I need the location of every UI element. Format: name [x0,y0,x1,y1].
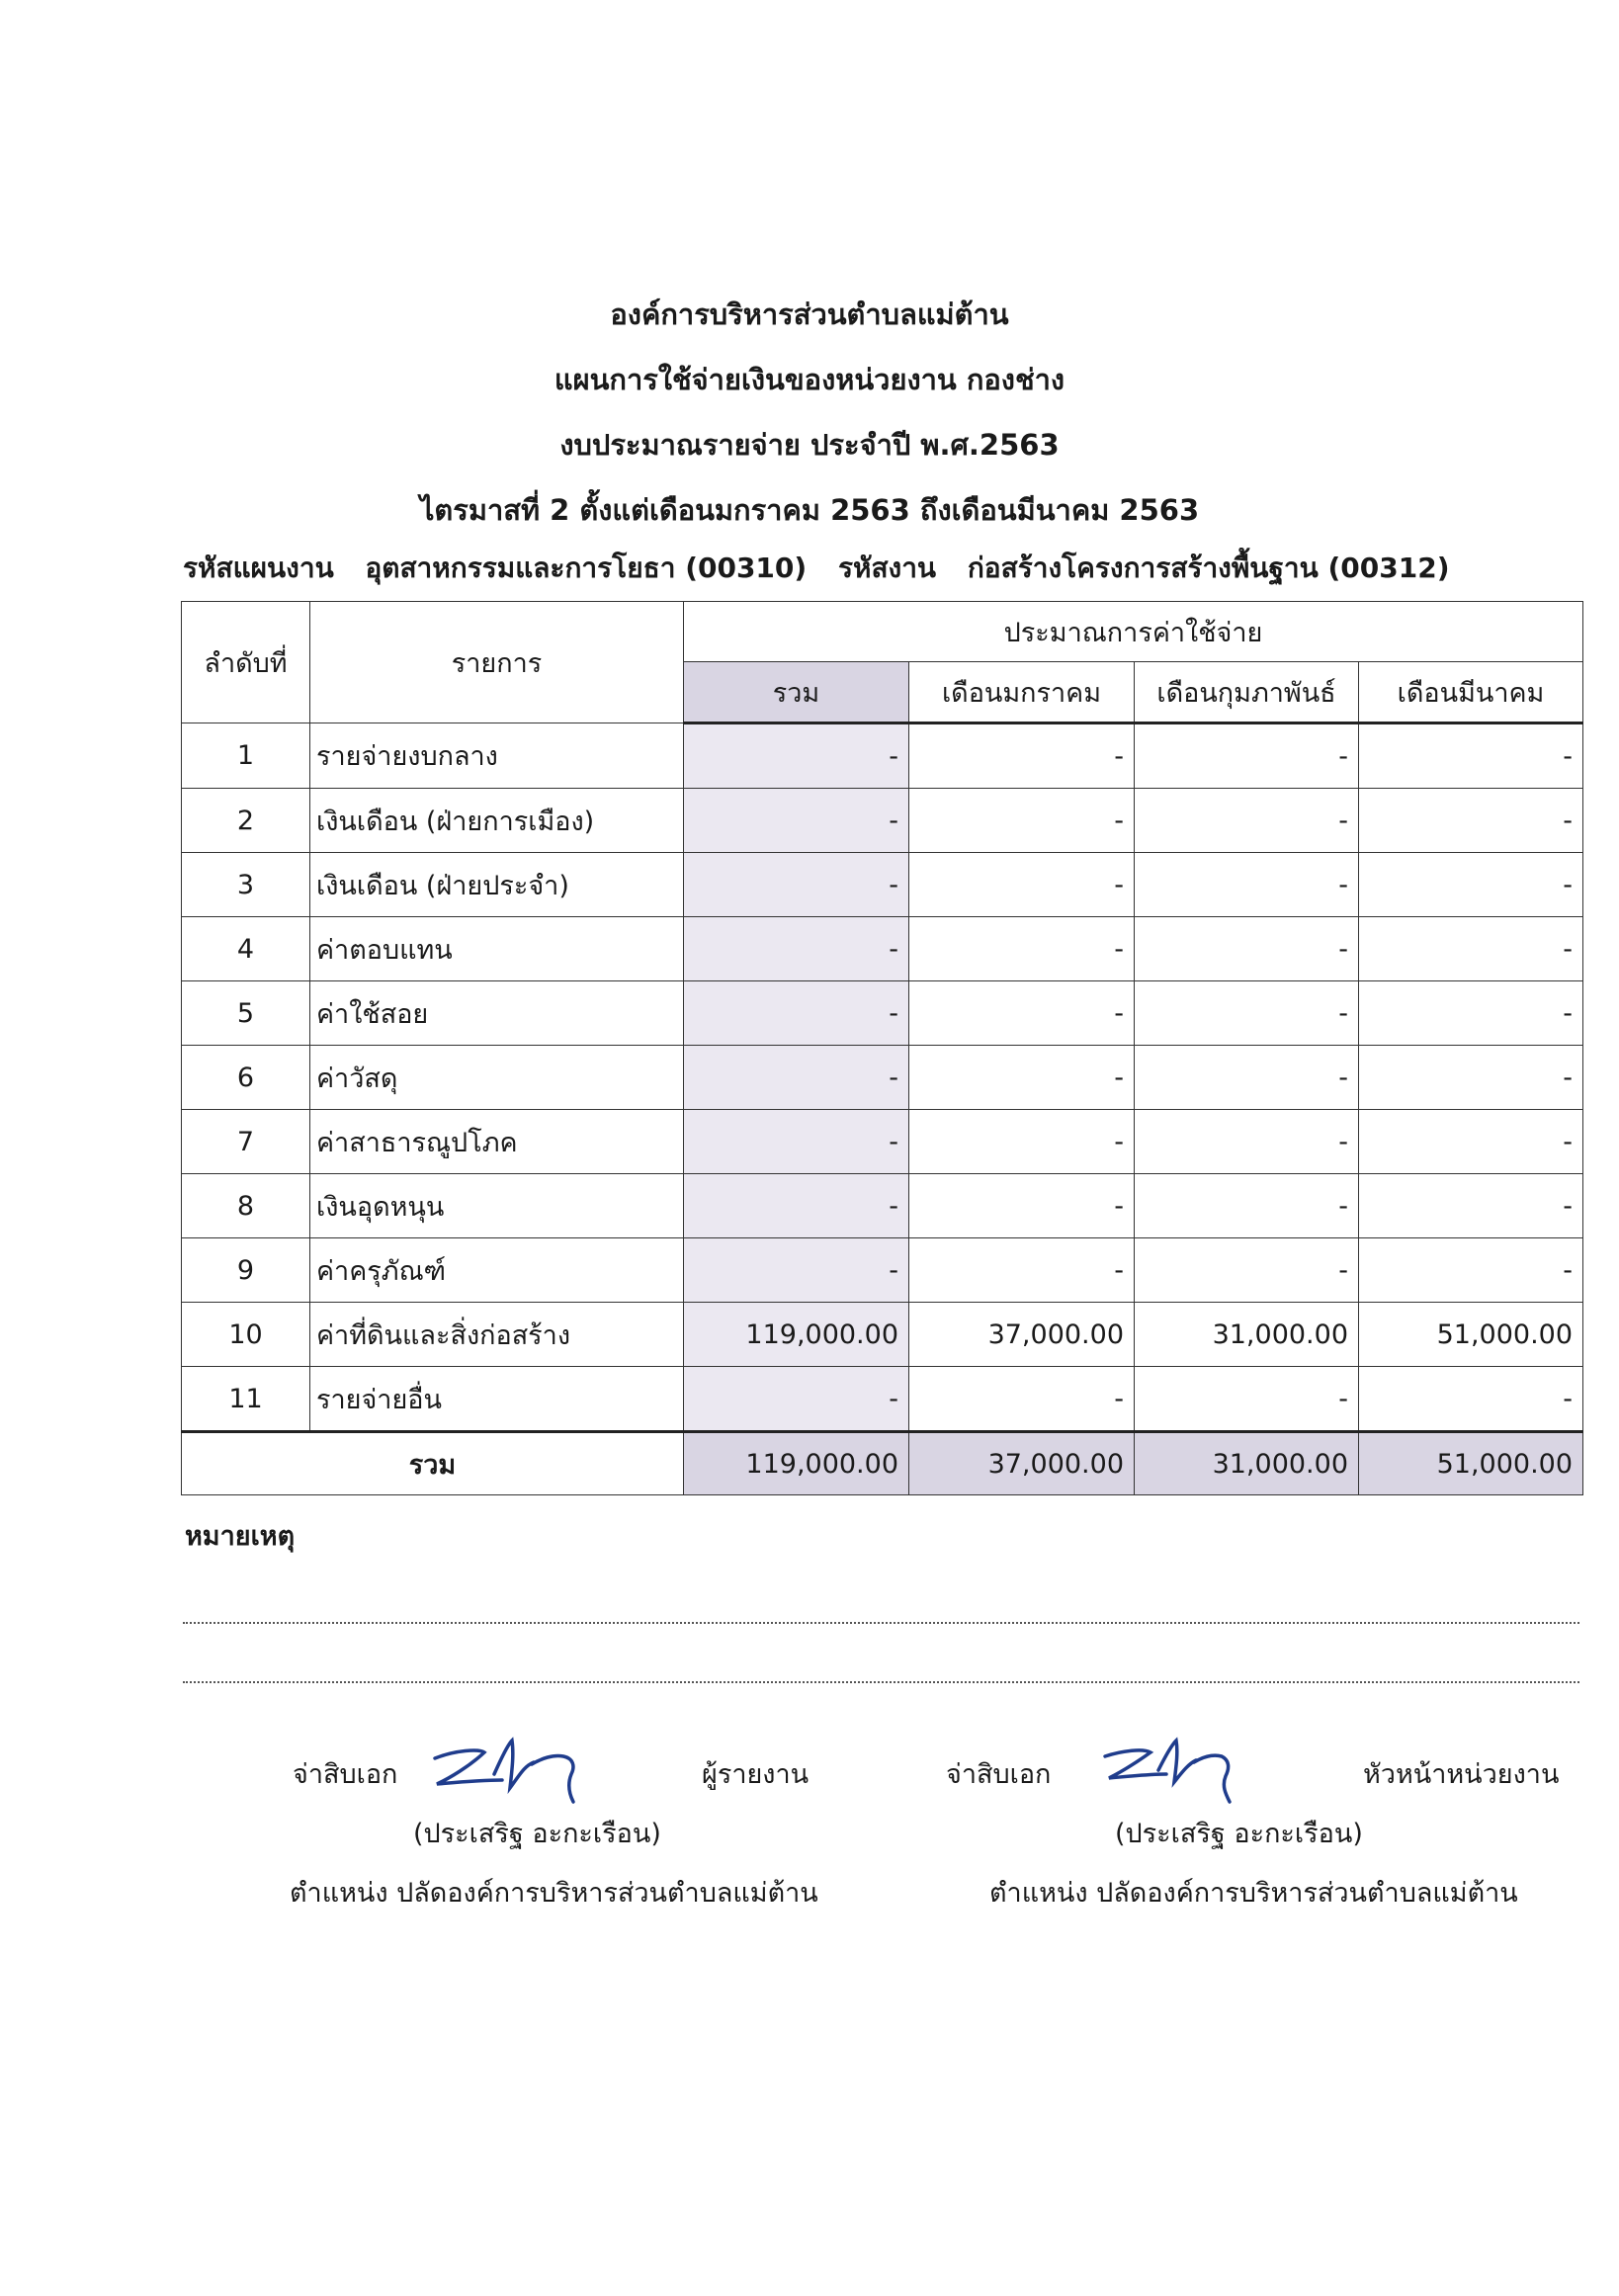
row-february: - [1135,853,1359,917]
row-february: - [1135,1046,1359,1110]
row-march: - [1359,1238,1583,1303]
row-item: รายจ่ายอื่น [310,1367,684,1432]
row-february: - [1135,1238,1359,1303]
row-march: - [1359,1174,1583,1238]
row-item: ค่าวัสดุ [310,1046,684,1110]
table-row [182,1174,1583,1238]
header-march: เดือนมีนาคม [1359,662,1583,723]
left-role: ผู้รายงาน [702,1759,810,1790]
left-name: (ประเสริฐ อะกะเรือน) [413,1819,661,1849]
left-rank: จ่าสิบเอก [293,1759,398,1790]
row-total: - [684,1238,909,1303]
row-no: 2 [182,789,310,853]
row-no: 9 [182,1238,310,1303]
table-row [182,1238,1583,1303]
row-february: - [1135,1367,1359,1432]
row-february: - [1135,1174,1359,1238]
right-signature-icon [1099,1737,1247,1806]
total-march: 51,000.00 [1359,1432,1583,1495]
row-january: - [909,853,1135,917]
total-label: รวม [182,1432,684,1495]
row-january: - [909,1367,1135,1432]
plan-code-label: รหัสแผนงาน [183,552,334,584]
table-row [182,853,1583,917]
right-rank: จ่าสิบเอก [946,1759,1052,1790]
row-no: 3 [182,853,310,917]
row-january: - [909,1238,1135,1303]
row-january: - [909,917,1135,981]
row-february: 31,000.00 [1135,1303,1359,1367]
header-no: ลำดับที่ [182,602,310,723]
plan-code-line [183,539,1586,598]
row-total: - [684,789,909,853]
remark-label: หมายเหตุ [185,1521,296,1552]
row-item: ค่าที่ดินและสิ่งก่อสร้าง [310,1303,684,1367]
row-march: - [1359,1110,1583,1174]
total-sum: 119,000.00 [684,1432,909,1495]
plan-code-value: อุตสาหกรรมและการโยธา (00310) [365,552,808,584]
row-no: 5 [182,981,310,1046]
row-total: - [684,1367,909,1432]
right-position: ตำแหน่ง ปลัดองค์การบริหารส่วนตำบลแม่ต้าน [989,1878,1518,1909]
row-march: - [1359,853,1583,917]
left-position: ตำแหน่ง ปลัดองค์การบริหารส่วนตำบลแม่ต้าน [290,1878,818,1909]
row-no: 4 [182,917,310,981]
row-february: - [1135,1110,1359,1174]
row-march: - [1359,1046,1583,1110]
row-item: ค่าใช้สอย [310,981,684,1046]
row-march: - [1359,1367,1583,1432]
table-row [182,789,1583,853]
row-no: 11 [182,1367,310,1432]
budget-table [181,601,1583,1495]
remark-line-1 [183,1622,1579,1624]
header-item: รายการ [310,602,684,723]
row-march: - [1359,723,1583,789]
document-header [0,282,1619,543]
job-code-value: ก่อสร้างโครงการสร้างพื้นฐาน (00312) [967,552,1450,584]
row-total: 119,000.00 [684,1303,909,1367]
total-row [182,1432,1583,1495]
row-march: 51,000.00 [1359,1303,1583,1367]
remark-line-2 [183,1681,1579,1683]
row-march: - [1359,981,1583,1046]
right-name: (ประเสริฐ อะกะเรือน) [1115,1819,1363,1849]
row-january: - [909,1174,1135,1238]
row-item: ค่าตอบแทน [310,917,684,981]
header-total: รวม [684,662,909,723]
job-code-label: รหัสงาน [837,552,937,584]
row-total: - [684,723,909,789]
row-total: - [684,1046,909,1110]
row-january: - [909,723,1135,789]
row-item: ค่าครุภัณฑ์ [310,1238,684,1303]
row-february: - [1135,723,1359,789]
row-february: - [1135,917,1359,981]
row-item: รายจ่ายงบกลาง [310,723,684,789]
row-total: - [684,981,909,1046]
row-february: - [1135,981,1359,1046]
table-row [182,1110,1583,1174]
header-january: เดือนมกราคม [909,662,1135,723]
total-january: 37,000.00 [909,1432,1135,1495]
row-item: เงินเดือน (ฝ่ายประจำ) [310,853,684,917]
quarter-range: ไตรมาสที่ 2 ตั้งแต่เดือนมกราคม 2563 ถึงเดือนมีนาคม 2563 [419,493,1200,527]
header-february: เดือนกุมภาพันธ์ [1135,662,1359,723]
row-no: 8 [182,1174,310,1238]
row-no: 7 [182,1110,310,1174]
row-january: - [909,789,1135,853]
row-january: - [909,981,1135,1046]
row-no: 10 [182,1303,310,1367]
plan-title: แผนการใช้จ่ายเงินของหน่วยงาน กองช่าง [554,363,1065,396]
table-row [182,981,1583,1046]
total-february: 31,000.00 [1135,1432,1359,1495]
budget-year: งบประมาณรายจ่าย ประจำปี พ.ศ.2563 [559,428,1060,462]
table-row [182,1046,1583,1110]
row-total: - [684,1110,909,1174]
row-january: - [909,1046,1135,1110]
left-signature-icon [425,1737,598,1806]
row-march: - [1359,789,1583,853]
row-no: 6 [182,1046,310,1110]
table-row [182,917,1583,981]
organization-name: องค์การบริหารส่วนตำบลแม่ต้าน [610,298,1009,331]
table-row [182,723,1583,789]
table-row [182,1303,1583,1367]
row-no: 1 [182,723,310,789]
row-item: ค่าสาธารณูปโภค [310,1110,684,1174]
row-total: - [684,853,909,917]
table-row [182,1367,1583,1432]
row-item: เงินเดือน (ฝ่ายการเมือง) [310,789,684,853]
row-total: - [684,917,909,981]
row-january: - [909,1110,1135,1174]
header-estimate-group: ประมาณการค่าใช้จ่าย [684,602,1583,662]
row-january: 37,000.00 [909,1303,1135,1367]
row-february: - [1135,789,1359,853]
row-item: เงินอุดหนุน [310,1174,684,1238]
row-total: - [684,1174,909,1238]
right-role: หัวหน้าหน่วยงาน [1363,1759,1560,1790]
row-march: - [1359,917,1583,981]
